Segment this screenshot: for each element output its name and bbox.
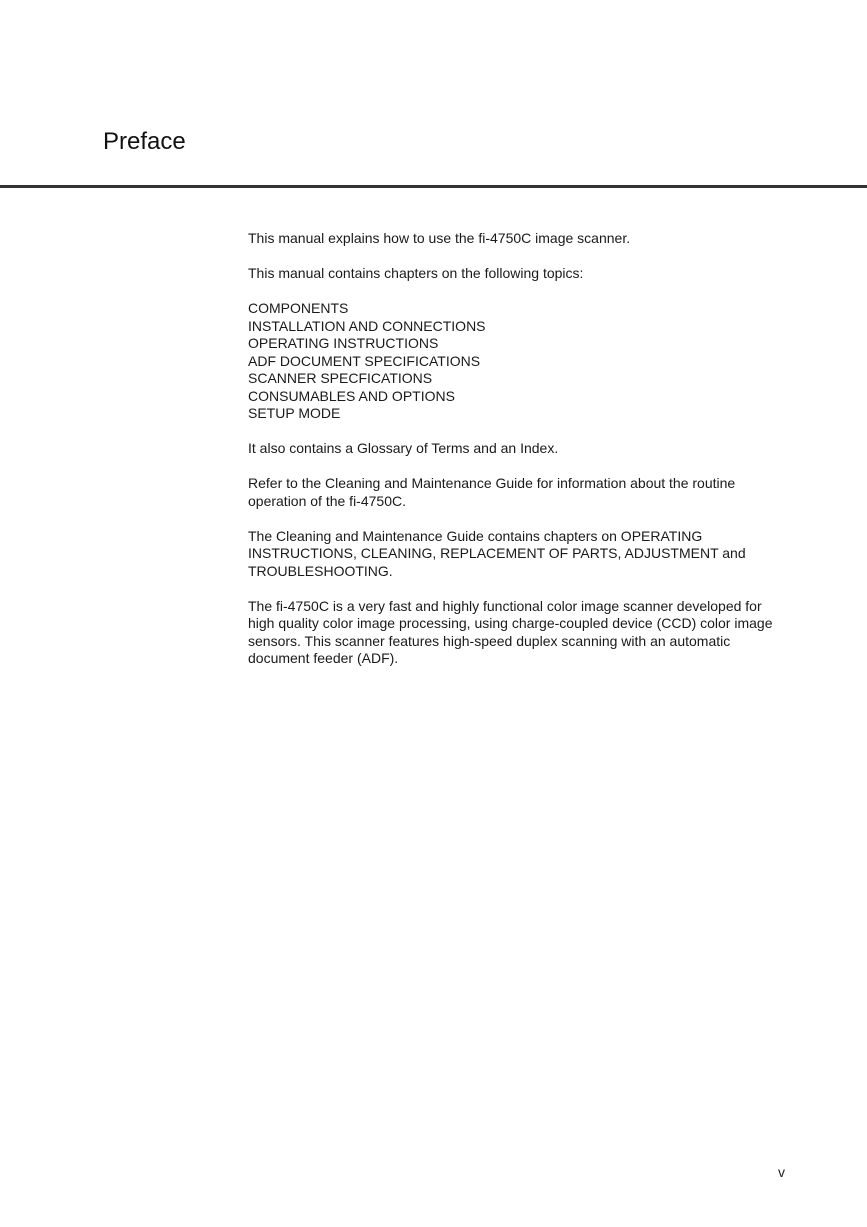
topic-item: ADF DOCUMENT SPECIFICATIONS bbox=[248, 352, 481, 369]
topic-item: CONSUMABLES AND OPTIONS bbox=[248, 387, 455, 404]
cleaning-guide-paragraph: The Cleaning and Maintenance Guide contains chapters on OPERATING INSTRUCTIONS, CLEANING, REPLACEMENT OF PARTS, ADJUSTMENT and TROUBLESHOOTING. bbox=[248, 527, 746, 579]
topic-item: SCANNER SPECFICATIONS bbox=[248, 370, 433, 386]
preface-body bbox=[248, 230, 788, 685]
description-paragraph: The fi-4750C is a very fast and highly functional color image scanner developed for high quality color image processing, using charge-coupled device (CCD) color image sensors. This scanner features high-speed duplex scanning with an automatic document feeder (ADF). bbox=[248, 597, 773, 666]
topic-item: INSTALLATION AND CONNECTIONS bbox=[248, 317, 486, 334]
title-divider bbox=[0, 185, 867, 188]
topic-item: SETUP MODE bbox=[248, 405, 341, 421]
topics-intro: This manual contains chapters on the following topics: bbox=[248, 265, 584, 281]
refer-paragraph: Refer to the Cleaning and Maintenance Guide for information about the routine operation of the fi-4750C. bbox=[248, 475, 736, 509]
page-title: Preface bbox=[103, 128, 186, 155]
page-number: v bbox=[778, 1164, 785, 1180]
topics-list bbox=[248, 300, 788, 423]
topic-item: COMPONENTS bbox=[248, 300, 349, 316]
intro-paragraph: This manual explains how to use the fi-4750C image scanner. bbox=[248, 230, 631, 246]
topic-item: OPERATING INSTRUCTIONS bbox=[248, 335, 439, 351]
glossary-paragraph: It also contains a Glossary of Terms and an Index. bbox=[248, 440, 559, 456]
